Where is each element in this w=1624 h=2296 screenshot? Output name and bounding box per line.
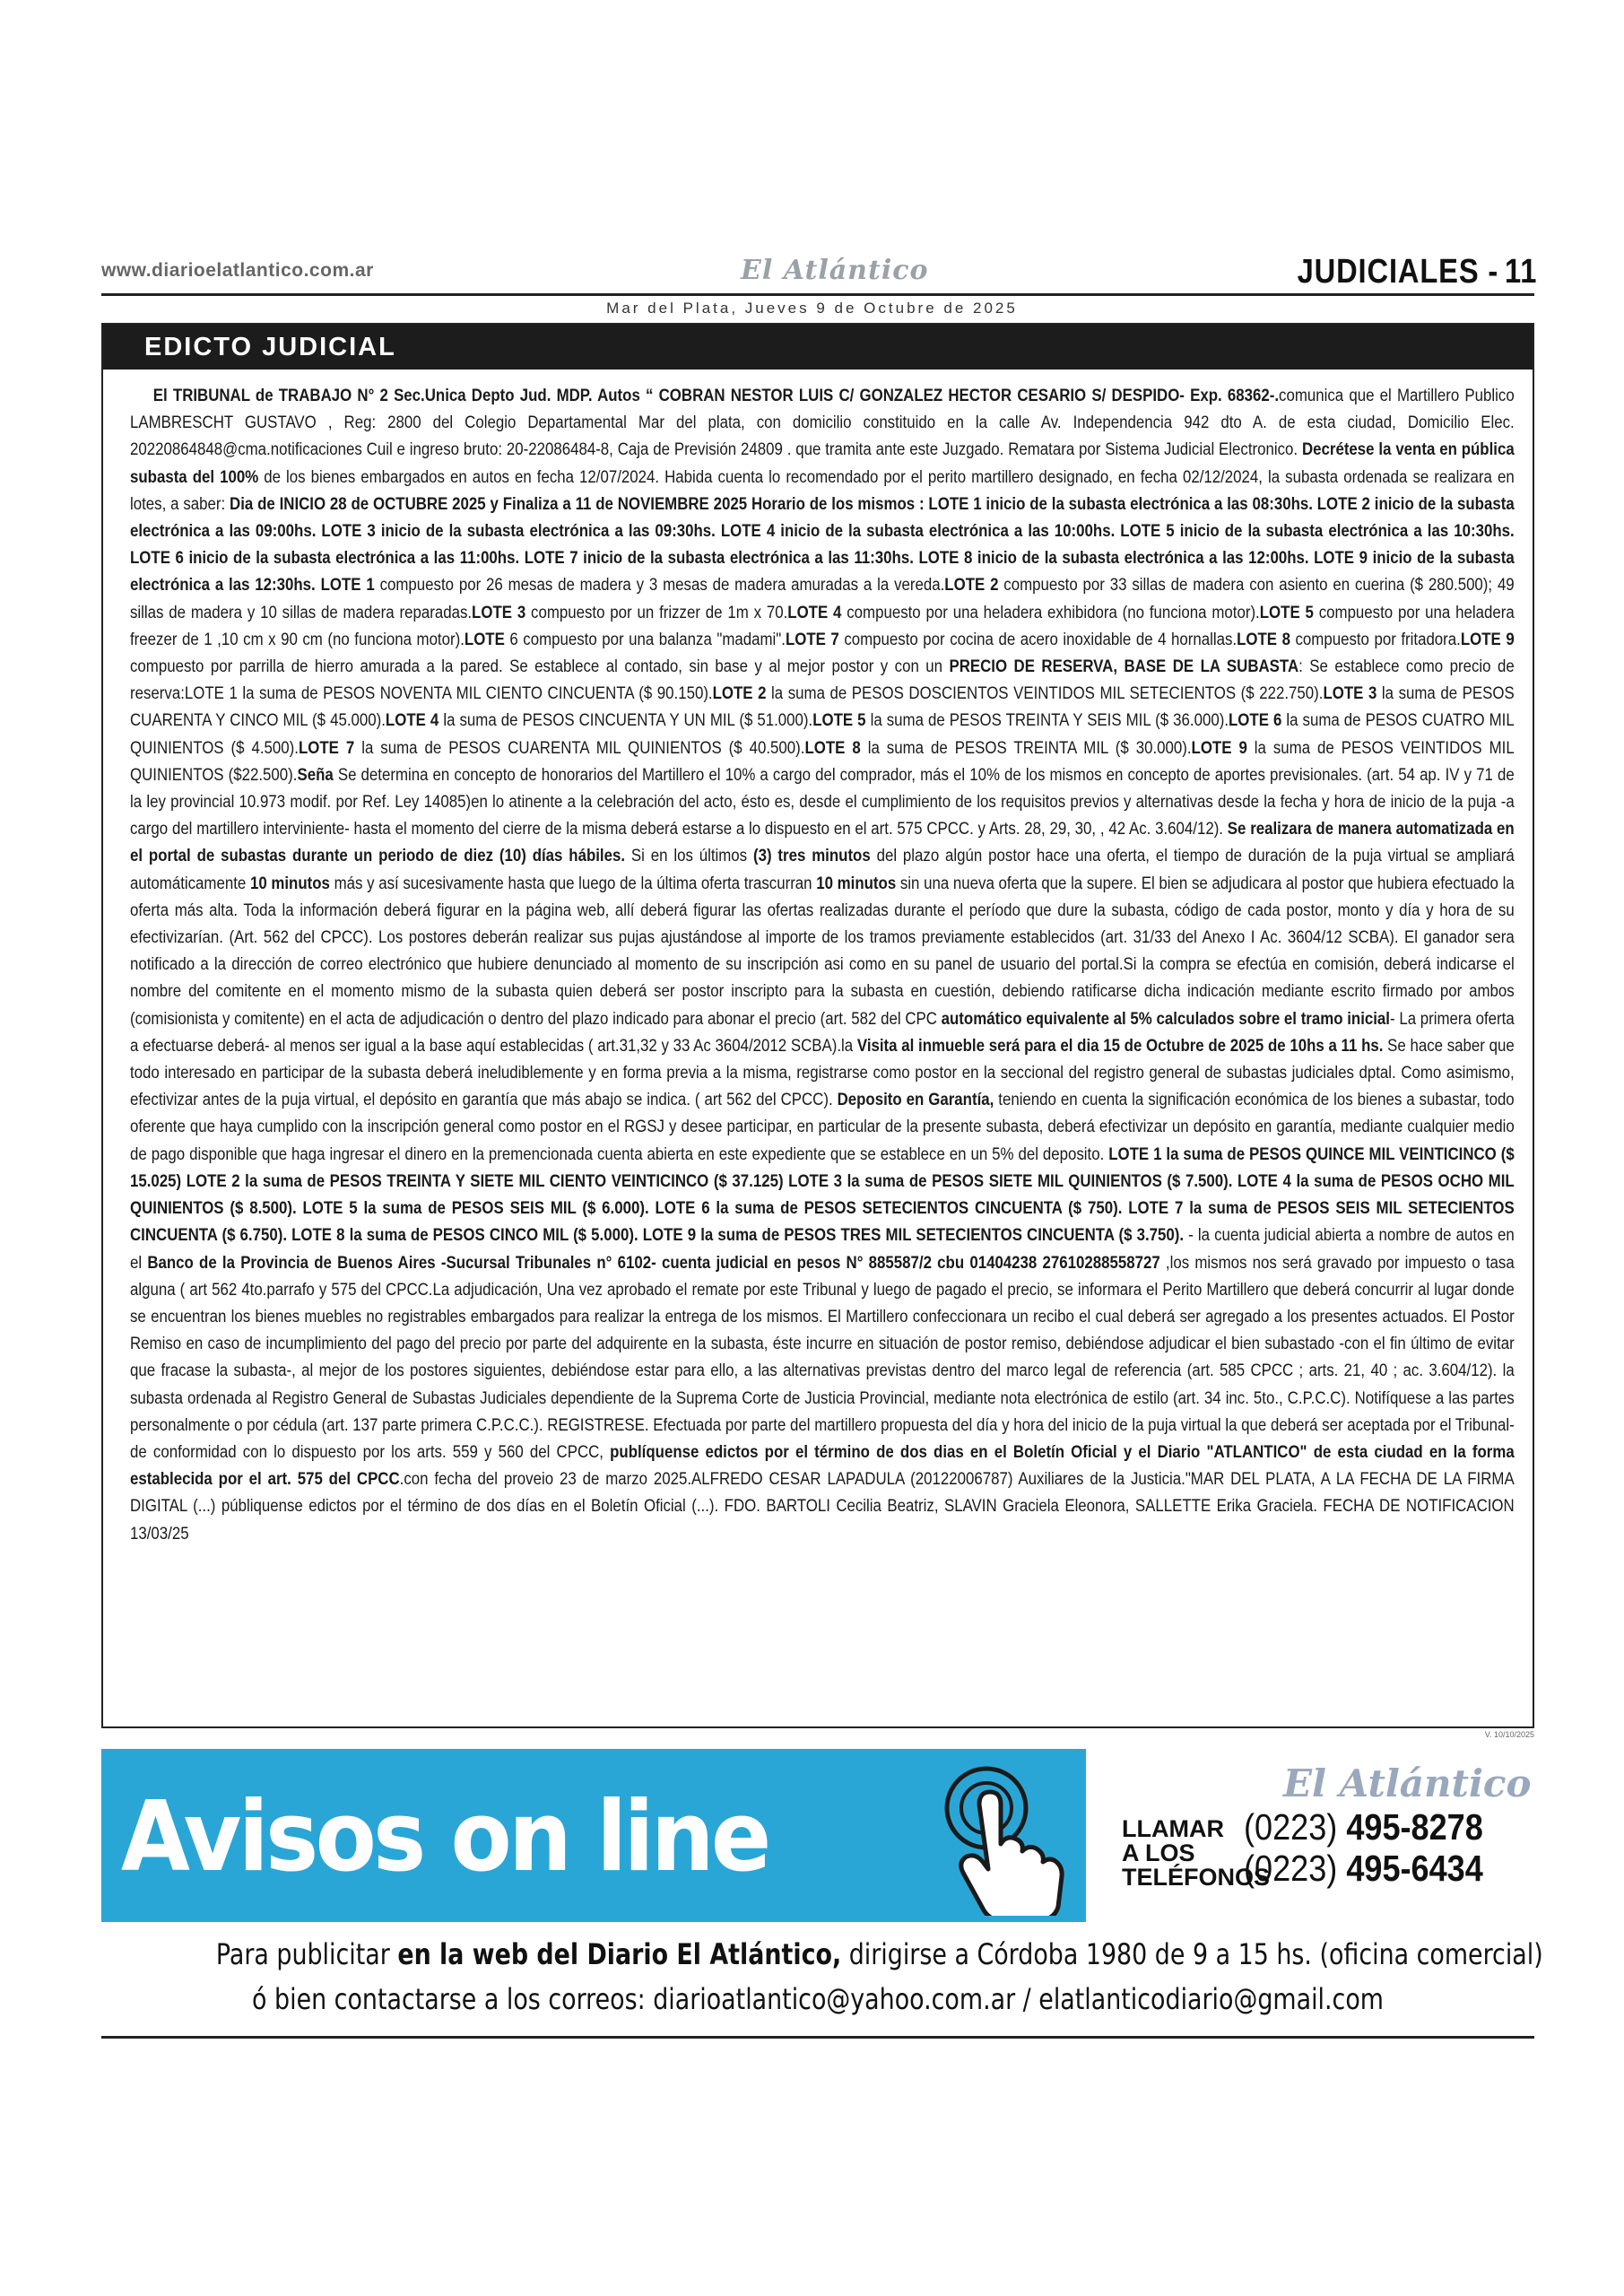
section-name: JUDICIALES - <box>1297 253 1498 291</box>
banner-headline: Avisos on line <box>121 1781 769 1893</box>
edict-body <box>130 382 1515 1547</box>
phone-numbers <box>1244 1806 1483 1889</box>
ad-code: V. 10/10/2025 <box>1484 1730 1534 1739</box>
edict-paragraph: El TRIBUNAL de TRABAJO N° 2 Sec.Unica Depto Jud. MDP. Autos “ COBRAN NESTOR LUIS C/ GONZALEZ HECTOR CESARIO S/ DESPIDO- Exp. 68362-.comunica que el Martillero Publico LAMBRESCHT GUSTAVO , Reg: 2800 del Colegio Departamental Mar del plata, con domicilio constituido en la calle Av. Independencia 942 dto A. de esta ciudad, Domicilio Elec. 20220864848@cma.notificaciones Cuil e ingreso bruto: 20-22086484-8, Caja de Previsión 24809 . que tramita ante este Juzgado. Rematara por Sistema Judicial Electronico. Decrétese la venta en pública subasta del 100% de los bienes embargados en autos en fecha 12/07/2024. Habida cuenta lo recomendado por el perito martillero designado, en fecha 02/12/2024, la subasta ordenada se realizara en lotes, a saber: Dia de INICIO 28 de OCTUBRE 2025 y Finaliza a 11 de NOVIEMBRE 2025 Horario de los mismos : LOTE 1 inicio de la subasta electrónica a las 08:30hs. LOTE 2 inicio de la subasta electrónica a las 09:00hs. LOTE 3 inicio de la subasta electrónica a las 09:30hs. LOTE 4 inicio de la subasta electrónica a las 10:00hs. LOTE 5 inicio de la subasta electrónica a las 10:30hs. LOTE 6 inicio de la subasta electrónica a las 11:00hs. LOTE 7 inicio de la subasta electrónica a las 11:30hs. LOTE 8 inicio de la subasta electrónica a las 12:00hs. LOTE 9 inicio de la subasta electrónica a las 12:30hs. LOTE 1 compuesto por 26 mesas de madera y 3 mesas de madera amuradas a la vereda.LOTE 2 compuesto por 33 sillas de madera con asiento en cuerina ($ 280.500); 49 sillas de madera y 10 sillas de madera reparadas.LOTE 3 compuesto por un frizzer de 1m x 70.LOTE 4 compuesto por una heladera exhibidora (no funciona motor).LOTE 5 compuesto por una heladera freezer de 1 ,10 cm x 90 cm (no funciona motor).LOTE 6 compuesto por una balanza "madami".LOTE 7 compuesto por cocina de acero inoxidable de 4 hornallas.LOTE 8 compuesto por fritadora.LOTE 9 compuesto por parrilla de hierro amurada a la pared. Se establece al contado, sin base y al mejor postor y con un PRECIO DE RESERVA, BASE DE LA SUBASTA: Se establece como precio de reserva:LOTE 1 la suma de PESOS NOVENTA MIL CIENTO CINCUENTA ($ 90.150).LOTE 2 la suma de PESOS DOSCIENTOS VEINTIDOS MIL SETECIENTOS ($ 222.750).LOTE 3 la suma de PESOS CUARENTA Y CINCO MIL ($ 45.000).LOTE 4 la suma de PESOS CINCUENTA Y UN MIL ($ 51.000).LOTE 5 la suma de PESOS TREINTA Y SEIS MIL ($ 36.000).LOTE 6 la suma de PESOS CUATRO MIL QUINIENTOS ($ 4.500).LOTE 7 la suma de PESOS CUARENTA MIL QUINIENTOS ($ 40.500).LOTE 8 la suma de PESOS TREINTA MIL ($ 30.000).LOTE 9 la suma de PESOS VEINTIDOS MIL QUINIENTOS ($22.500).Seña Se determina en concepto de honorarios del Martillero el 10% a cargo del comprador, más el 10% de los mismos en concepto de aportes previsionales. (art. 54 ap. IV y 71 de la ley provincial 10.973 modif. por Ref. Ley 14085)en lo atinente a la celebración del acto, ésto es, desde el cumplimiento de los requisitos previos y alternativas desde la fecha y hora de inicio de la puja -a cargo del martillero interviniente- hasta el momento del cierre de la misma deberá estarse a lo dispuesto en el art. 575 CPCC. y Arts. 28, 29, 30, , 42 Ac. 3.604/12). Se realizara de manera automatizada en el portal de subastas durante un periodo de diez (10) días hábiles. Si en los últimos (3) tres minutos del plazo algún postor hace una oferta, el tiempo de duración de la puja virtual se ampliará automáticamente 10 minutos más y así sucesivamente hasta que luego de la última oferta trascurran 10 minutos sin una nueva oferta que la supere. El bien se adjudicara al postor que hubiera efectuado la oferta más alta. Toda la información deberá figurar en la página web, allí deberá figurar las ofertas realizadas durante el período que dure la subasta, código de cada postor, monto y día y hora de su efectivizarían. (Art. 562 del CPCC). Los postores deberán realizar sus pujas ajustándose al importe de los tramos previamente establecidos (art. 31/33 del Anexo I Ac. 3604/12 SCBA). El ganador sera notificado a la dirección de correo electrónico que hubiere denunciado al momento de su inscripción asi como en su panel de usuario del portal.Si la compra se efectúa en comisión, deberá indicarse el nombre del comitente en el momento mismo de la subasta quien deberá ser postor inscripto para la subasta en cuestión, debiendo ratificarse dicha indicación mediante escrito firmado por ambos (comisionista y comitente) en el acta de adjudicación o dentro del plazo indicado para abonar el precio (art. 582 del CPC automático equivalente al 5% calculados sobre el tramo inicial- La primera oferta a efectuarse deberá- al menos ser igual a la base aquí establecidas ( art.31,32 y 33 Ac 3604/2012 SCBA).la Visita al inmueble será para el dia 15 de Octubre de 2025 de 10hs a 11 hs. Se hace saber que todo interesado en participar de la subasta deberá ineludiblemente y en forma previa a la misma, registrarse como postor en la seccional del registro general de subastas judiciales dptal. Como asimismo, efectivizar antes de la puja virtual, el depósito en garantía que más abajo se indica. ( art 562 del CPCC). Deposito en Garantía, teniendo en cuenta la significación económica de los bienes a subastar, todo oferente que haya cumplido con la inscripción general como postor en el RGSJ y desee participar, en particular de la presente subasta, deberá efectivizar un depósito en garantía, mediante cualquier medio de pago disponible que haga ingresar el dinero en la premencionada cuenta abierta en este expediente que se establece en un 5% del deposito. LOTE 1 la suma de PESOS QUINCE MIL VEINTICINCO ($ 15.025) LOTE 2 la suma de PESOS TREINTA Y SIETE MIL CIENTO VEINTICINCO ($ 37.125) LOTE 3 la suma de PESOS SIETE MIL QUINIENTOS ($ 7.500). LOTE 4 la suma de PESOS OCHO MIL QUINIENTOS ($ 8.500). LOTE 5 la suma de PESOS SEIS MIL ($ 6.000). LOTE 6 la suma de PESOS SETECIENTOS CINCUENTA ($ 750). LOTE 7 la suma de PESOS SEIS MIL SETECIENTOS CINCUENTA ($ 6.750). LOTE 8 la suma de PESOS CINCO MIL ($ 5.000). LOTE 9 la suma de PESOS TRES MIL SETECIENTOS CINCUENTA ($ 3.750). - la cuenta judicial abierta a nombre de autos en el Banco de la Provincia de Buenos Aires -Sucursal Tribunales n° 6102- cuenta judicial en pesos N° 885587/2 cbu 01404238 27610288558727 ,los mismos nos será gravado por impuesto o tasa alguna ( art 562 4to.parrafo y 575 del CPCC.La adjudicación, Una vez aprobado el remate por este Tribunal y luego de pagado el precio, se informara el Perito Martillero que deberá concurrir al lugar donde se encuentran los bienes muebles no registrables embargados para realizar la entrega de los mismos. El Martillero confeccionara un recibo el cual deberá ser agregado a los presentes actuados. El Postor Remiso en caso de incumplimiento del pago del precio por parte del adquirente en la subasta, éste incurre en situación de postor remiso, debiéndose adjudicar el bien subastado -con el fin último de evitar que fracase la subasta-, al mejor de los postores siguientes, debiéndose estar para ello, a las alternativas previstas dentro del marco legal de referencia (art. 585 CPCC ; arts. 21, 40 ; ac. 3.604/12). la subasta ordenada al Registro General de Subastas Judiciales dependiente de la Suprema Corte de Justicia Provincial, mediante nota electrónica de estilo (art. 34 inc. 5to., C.P.C.C). Notifíquese a las partes personalmente o por cédula (art. 137 parte primera C.P.C.C.). REGISTRESE. Efectuada por parte del martillero propuesta del día y hora del inicio de la puja virtual la que deberá ser aceptada por el Tribunal- de conformidad con lo dispuesto por los arts. 559 y 560 del CPCC, publíquense edictos por el término de dos dias en el Boletín Oficial y el Diario "ATLANTICO" de esta ciudad en la forma establecida por el art. 575 del CPCC.con fecha del proveio 23 de marzo 2025.ALFREDO CESAR LAPADULA (20122006787) Auxiliares de la Justicia."MAR DEL PLATA, A LA FECHA DE LA FIRMA DIGITAL (...) públiquense edictos por el término de dos días en el Boletín Oficial (...). FDO. BARTOLI Cecilia Beatriz, SLAVIN Graciela Eleonora, SALLETTE Erika Graciela. FECHA DE NOTIFICACION 13/03/25 <box>130 386 1515 1544</box>
phone-line-1[interactable]: (0223) 495-8278 <box>1244 1806 1483 1848</box>
edict-box <box>101 323 1534 1728</box>
ad-banner[interactable] <box>101 1749 1534 1922</box>
section-title <box>1297 253 1537 291</box>
touch-hand-icon <box>940 1763 1101 1916</box>
info-line-1: Para publicitar en la web del Diario El Atlántico, dirigirse a Córdoba 1980 de 9 a 15 hs. (oficina comercial) <box>215 1937 1543 1971</box>
bottom-rule <box>101 2036 1534 2039</box>
header-rule <box>101 293 1534 296</box>
phone-line-2[interactable]: (0223) 495-6434 <box>1244 1848 1483 1889</box>
edict-title: EDICTO JUDICIAL <box>144 333 396 361</box>
edict-title-bar <box>103 325 1533 370</box>
banner-logo: El Atlántico <box>1283 1761 1532 1805</box>
info-line-2[interactable]: ó bien contactarse a los correos: diarioatlantico@yahoo.com.ar / elatlanticodiario@gmail.com <box>252 1982 1384 2016</box>
phone-box <box>1086 1749 1534 1922</box>
issue-date: Mar del Plata, Jueves 9 de Octubre de 2025 <box>606 300 1018 317</box>
site-url[interactable]: www.diarioelatlantico.com.ar <box>101 260 374 281</box>
newspaper-logo: El Atlántico <box>741 255 929 286</box>
page-number: 11 <box>1504 253 1537 291</box>
call-label: LLAMAR A LOS TELÉFONOS <box>1122 1815 1271 1891</box>
